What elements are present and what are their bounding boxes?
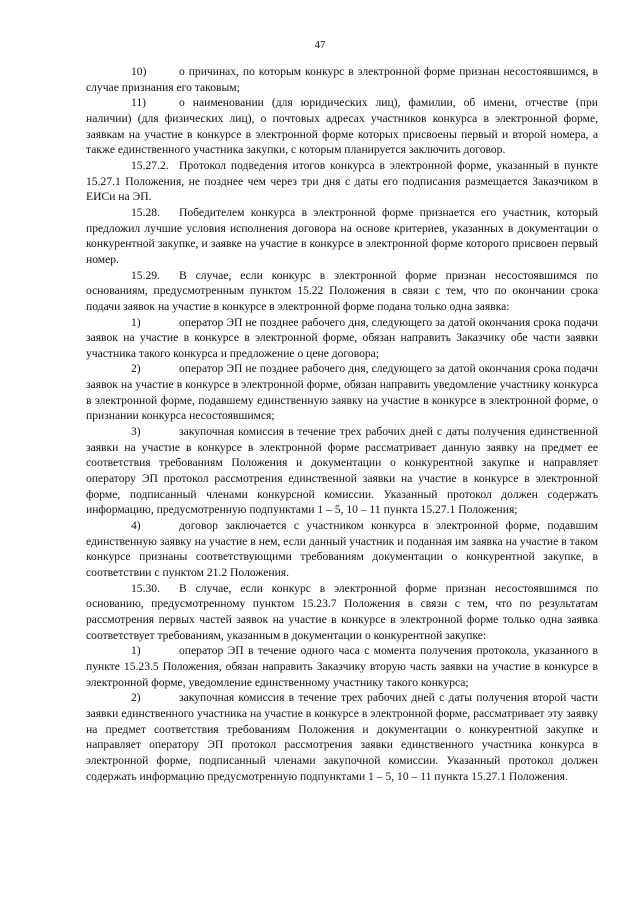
paragraph [86, 158, 598, 205]
item-number: 15.30. [131, 581, 160, 595]
item-number: 4) [131, 519, 141, 533]
paragraph-text: о наименовании (для юридических лиц), фамилии, об имени, отчестве (при наличии) (для физических лиц), о почтовых адресах участников конкурса в электронной форме, заявкам на участие в конкурсе в электронной форме которых присвоены первый и второй номера, а также единственного участника закупки, с которым планируется заключить договор. [86, 96, 598, 157]
paragraph-text: закупочная комиссия в течение трех рабочих дней с даты получения второй части заявки единственного участника на участие в конкурсе в электронной форме, рассматривает эту заявку на предмет соответствия требованиям Положения и документации о конкурентной закупке и направляет оператору ЭП протокол рассмотрения заявки единственного участника конкурса в электронной форме, подписанный членами закупочной комиссии. Указанный протокол должен содержать информацию предусмотренную подпунктами 1 – 5, 10 – 11 пункта 15.27.1 Положения. [86, 691, 598, 783]
paragraph-text: оператор ЭП в течение одного часа с момента получения протокола, указанного в пункте 15.23.5 Положения, обязан направить Заказчику вторую часть заявки на участие в конкурсе в электронной форме, уведомление единственному участнику такого конкурса; [86, 644, 598, 689]
paragraph-text: договор заключается с участником конкурса в электронной форме, подавшим единственную заявку на участие в нем, если данный участник и поданная им заявка на участие в таком конкурсе признаны соответствующими требованиям документации о конкурентной закупке, в соответствии с пунктом 21.2 Положения. [86, 519, 598, 579]
item-number: 15.28. [131, 205, 160, 219]
paragraph-text: В случае, если конкурс в электронной форме признан несостоявшимся по основаниям, предусмотренным пунктом 15.22 Положения в связи с тем, что по окончании срока подачи заявок на участие в конкурсе в электронной форме подана только одна заявка: [86, 268, 598, 313]
item-number: 1) [131, 644, 141, 658]
item-number: 2) [131, 691, 141, 705]
item-number: 15.27.2. [131, 158, 169, 172]
document-body [86, 64, 598, 784]
item-number: 15.29. [131, 268, 160, 282]
paragraph [86, 581, 598, 644]
paragraph [86, 690, 598, 784]
item-number: 11) [131, 96, 147, 110]
paragraph [86, 518, 598, 581]
item-number: 1) [131, 315, 141, 329]
item-number: 10) [131, 65, 147, 78]
paragraph [86, 361, 598, 424]
paragraph [86, 64, 598, 95]
paragraph [86, 205, 598, 268]
paragraph-text: закупочная комиссия в течение трех рабочих дней с даты получения единственной заявки на участие в конкурсе в электронной форме рассматривает данную заявку на предмет ее соответствия требованиям Положения и документации о конкурентной закупке и направляет оператору ЭП протокол рассмотрения единственной заявки на участие в конкурсе в электронной форме, подписанный членами конкурсной комиссии. Указанный протокол должен содержать информацию, предусмотренную подпунктами 1 – 5, 10 – 11 пункта 15.27.1 Положения; [86, 425, 598, 517]
item-number: 3) [131, 425, 141, 439]
paragraph [86, 315, 598, 362]
paragraph-text: Победителем конкурса в электронной форме признается его участник, который предложил лучшие условия исполнения договора на основе критериев, указанных в документации о конкурентной закупке, и заявке на участие в конкурсе в электронной форме которого присвоен первый номер. [86, 205, 598, 266]
paragraph [86, 95, 598, 158]
paragraph-text: Протокол подведения итогов конкурса в электронной форме, указанный в пункте 15.27.1 Положения, не позднее чем через три дня с даты его подписания размещается Заказчиком в ЕИСи на ЭП. [86, 158, 598, 204]
paragraph [86, 424, 598, 518]
item-number: 2) [131, 362, 141, 376]
page-number: 47 [314, 39, 326, 51]
paragraph-text: оператор ЭП не позднее рабочего дня, следующего за датой окончания срока подачи заявок на участие в конкурсе в электронной форме, обязан направить уведомление участнику конкурса в электронной форме, подавшему единственную заявку на участие в конкурсе в электронной форме, о признании конкурса несостоявшимся; [86, 362, 598, 423]
paragraph [86, 643, 598, 690]
paragraph-text: В случае, если конкурс в электронной форме признан несостоявшимся по основанию, предусмотренному пунктом 15.23.7 Положения в связи с тем, что по результатам рассмотрения первых частей заявок на участие в конкурсе в электронной форме только одна заявка соответствует требованиям, указанным в документации о конкурентной закупке: [86, 581, 598, 642]
paragraph-text: о причинах, по которым конкурс в электронной форме признан несостоявшимся, в случае признания его таковым; [86, 65, 598, 94]
paragraph [86, 268, 598, 315]
paragraph-text: оператор ЭП не позднее рабочего дня, следующего за датой окончания срока подачи заявок на участие в конкурсе в электронной форме, обязан направить Заказчику обе части заявки участника такого конкурса и предложение о цене договора; [86, 315, 598, 360]
